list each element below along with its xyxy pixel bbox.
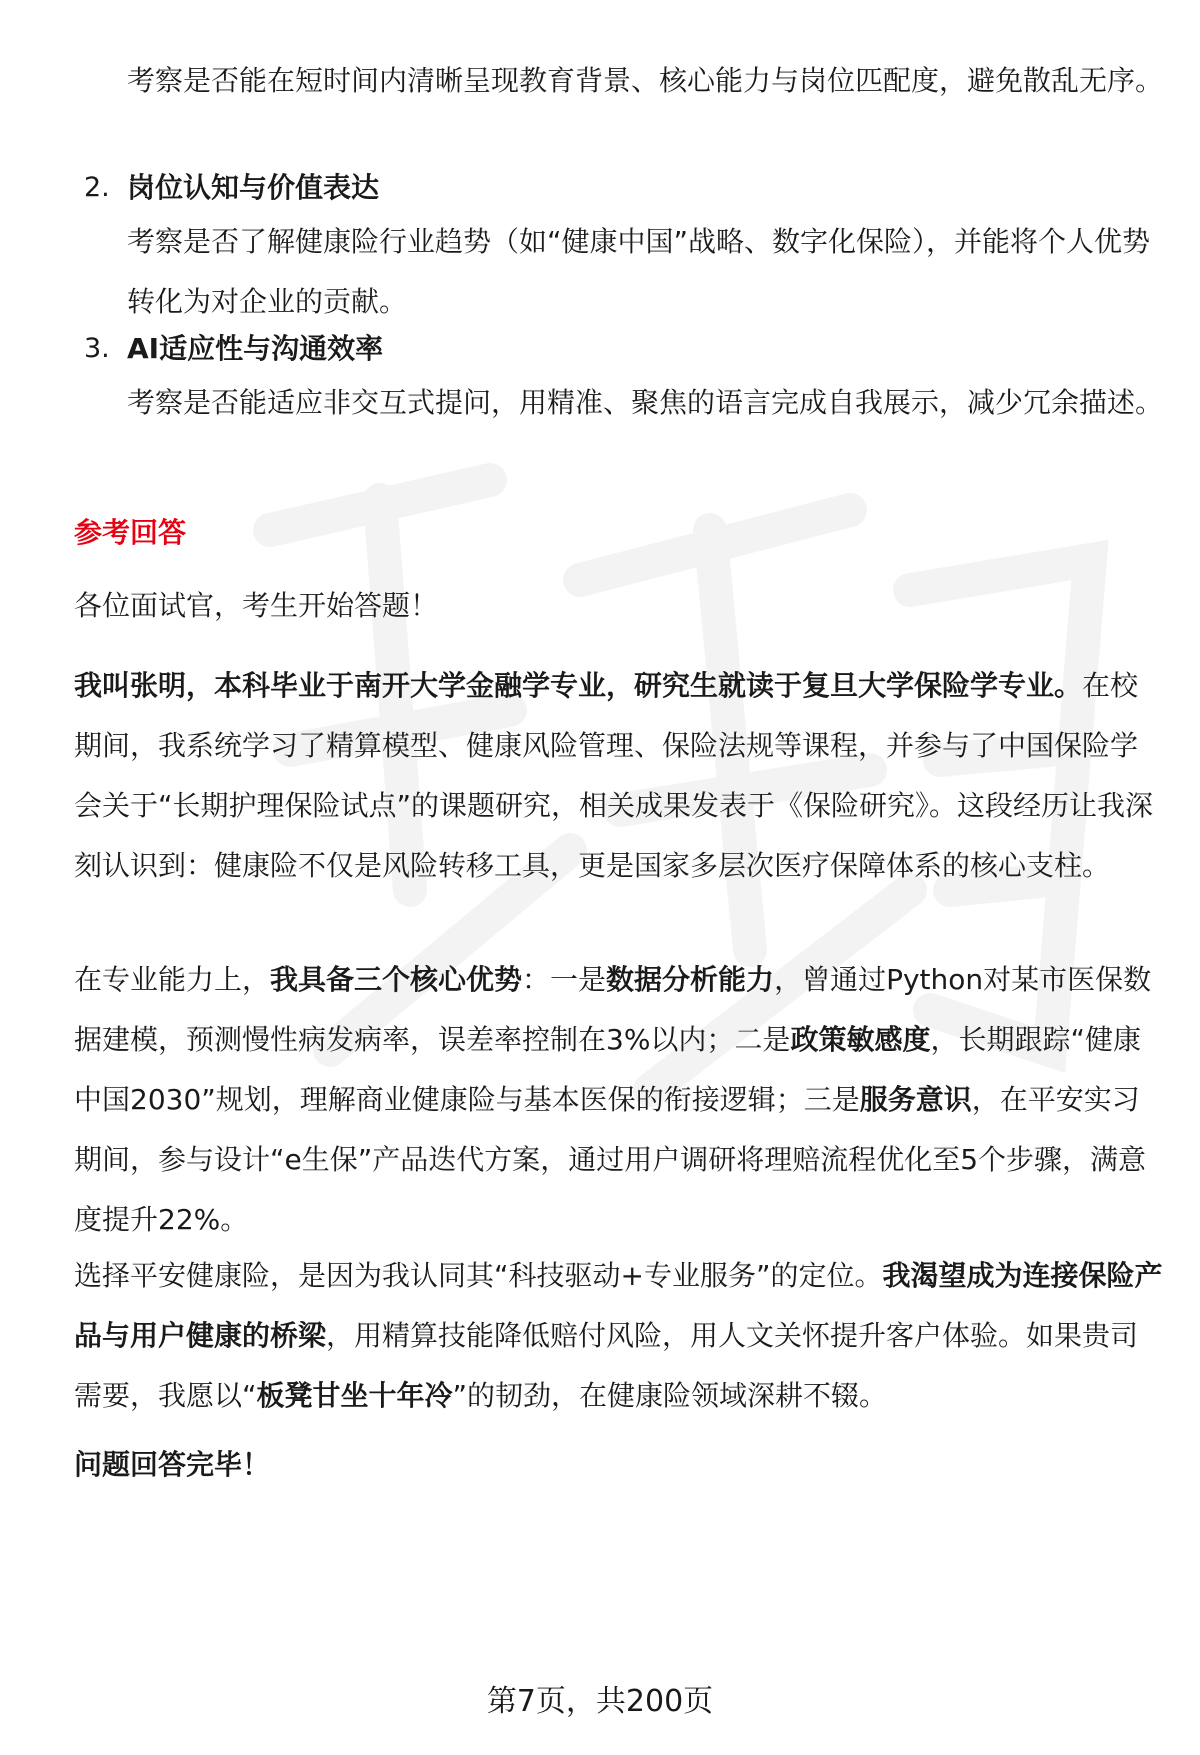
item-2-title: 岗位认知与价值表达 (127, 171, 380, 204)
page-footer: 第7页，共200页 (486, 1684, 714, 1719)
strengths-text-1: 在专业能力上， (74, 963, 271, 996)
paragraph-strengths (74, 950, 1164, 1250)
item-1-description: 考察是否能在短时间内清晰呈现教育背景、核心能力与岗位匹配度，避免散乱无序。 (127, 64, 1164, 97)
item-3-number: 3. (84, 333, 110, 364)
strengths-bold-3: 政策敏感度 (790, 1023, 931, 1056)
paragraph-motivation (74, 1246, 1164, 1426)
item-3-title: AI适应性与沟通效率 (127, 332, 384, 365)
strengths-bold-2: 数据分析能力 (606, 963, 775, 996)
intro-bold-text: 我叫张明，本科毕业于南开大学金融学专业，研究生就读于复旦大学保险学专业。 (74, 669, 1083, 702)
strengths-text-2: ：一是 (522, 963, 607, 996)
intro-body-text: 在校期间，我系统学习了精算模型、健康风险管理、保险法规等课程，并参与了中国保险学会关于“长期护理保险试点”的课题研究，相关成果发表于《保险研究》。这段经历让我深刻认识到：健康险不仅是风险转移工具，更是国家多层次医疗保障体系的核心支柱。 (74, 669, 1154, 882)
item-3-description: 考察是否能适应非交互式提问，用精准、聚焦的语言完成自我展示，减少冗余描述。 (127, 386, 1164, 419)
strengths-text-4: ，长期跟踪“健康中国2030”规划，理解商业健康险与基本医保的衔接逻辑；三是 (74, 1023, 1141, 1116)
strengths-text-5: ，在平安实习期间，参与设计“e生保”产品迭代方案，通过用户调研将理赔流程优化至5个步骤，满意度提升22%。 (74, 1083, 1147, 1236)
motivation-bold-1: 我渴望成为连接保险产品与用户健康的桥梁 (74, 1259, 1163, 1352)
greeting-text: 各位面试官，考生开始答题！ (74, 589, 439, 622)
item-2-number: 2. (84, 172, 110, 203)
closing-text (74, 1435, 1164, 1495)
motivation-text-2: ，用精算技能降低赔付风险，用人文关怀提升客户体验。如果贵司需要，我愿以“ (74, 1319, 1139, 1412)
answer-heading: 参考回答 (74, 516, 187, 549)
motivation-text-1: 选择平安健康险，是因为我认同其“科技驱动+专业服务”的定位。 (74, 1259, 883, 1292)
strengths-bold-4: 服务意识 (859, 1083, 972, 1116)
motivation-text-3: ”的韧劲，在健康险领域深耕不辍。 (452, 1379, 888, 1412)
motivation-bold-2: 板凳甘坐十年冷 (256, 1379, 453, 1412)
closing-bold: 问题回答完毕！ (74, 1448, 271, 1481)
strengths-text-3: ，曾通过Python对某市医保数据建模，预测慢性病发病率，误差率控制在3%以内；二是 (74, 963, 1152, 1056)
strengths-bold-1: 我具备三个核心优势 (270, 963, 523, 996)
item-2-description: 考察是否了解健康险行业趋势（如“健康中国”战略、数字化保险），并能将个人优势转化为对企业的贡献。 (127, 225, 1151, 318)
paragraph-intro (74, 656, 1164, 896)
